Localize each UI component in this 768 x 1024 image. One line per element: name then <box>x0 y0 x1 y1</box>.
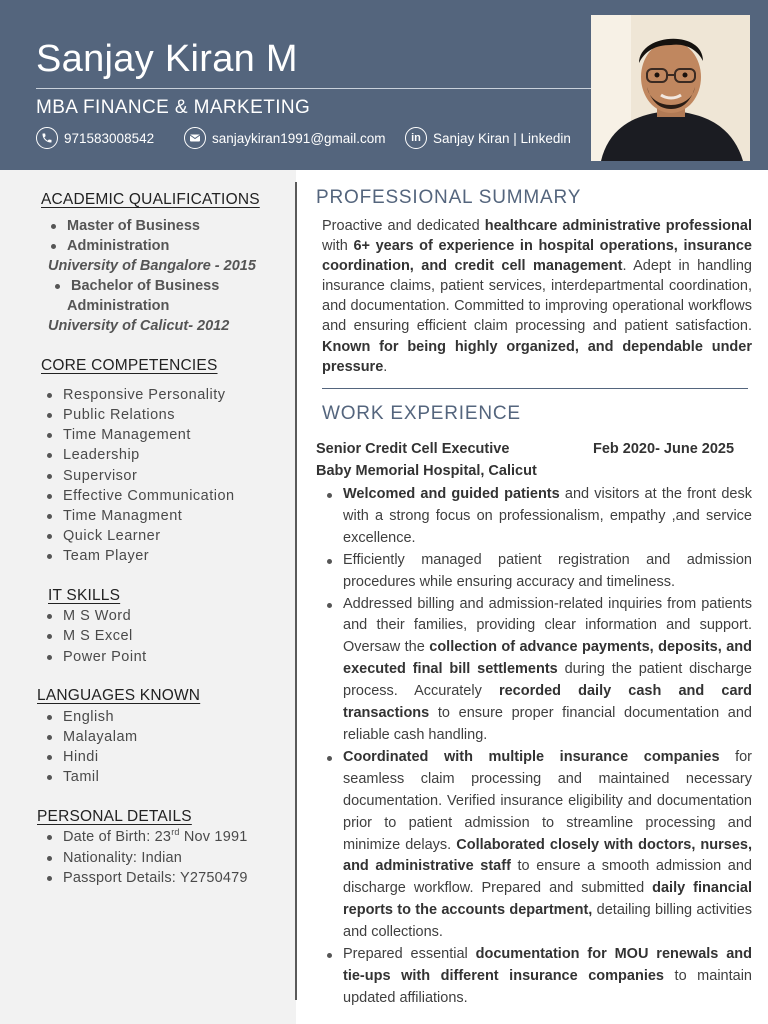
contact-email[interactable] <box>184 127 386 149</box>
profile-photo <box>591 15 750 161</box>
job-dates: Feb 2020- June 2025 <box>593 441 735 457</box>
language-item: Malayalam <box>63 729 138 745</box>
it-skill-item: M S Excel <box>63 628 133 644</box>
experience-heading: WORK EXPERIENCE <box>322 403 521 424</box>
degree-line-cont: Administration <box>67 238 170 254</box>
section-divider <box>322 388 748 389</box>
summary-highlight: Known for being highly organized, and dependable under pressure <box>322 338 752 375</box>
duty-highlight: Collaborated closely with doctors, nurses, and administrative staff <box>343 836 753 875</box>
duty-highlight: collection of advance payments, deposits, and executed final bill settlements <box>343 639 752 678</box>
it-skill-item: Power Point <box>63 649 147 665</box>
linkedin-icon: in <box>405 127 427 149</box>
duty-item <box>343 944 752 1010</box>
personal-heading: PERSONAL DETAILS <box>37 808 192 825</box>
dob-ordinal: rd <box>171 827 180 838</box>
language-item: Tamil <box>63 769 100 785</box>
degree-line-cont: Administration <box>67 298 170 314</box>
duty-text: detailing billing activities and collections. <box>343 902 753 941</box>
portrait-illustration <box>591 15 750 161</box>
contact-phone[interactable] <box>36 127 154 149</box>
degree-line: Bachelor of Business <box>71 278 220 294</box>
summary-highlight: 6+ years of experience in hospital operations, insurance coordination, and credit cell management <box>322 238 752 275</box>
contact-linkedin[interactable] <box>405 127 571 149</box>
languages-heading: LANGUAGES KNOWN <box>37 687 201 704</box>
university-name: University of Bangalore - 2015 <box>48 258 256 274</box>
duty-text: to maintain updated affiliations. <box>343 967 752 1006</box>
dob-text: Date of Birth: 23 <box>63 829 172 845</box>
job-duties-list <box>343 484 752 1010</box>
duty-text: and visitors at the front desk with a strong focus on professionalism, empathy ,and service excellence. <box>343 486 753 546</box>
summary-highlight: healthcare administrative professional <box>484 218 752 234</box>
header-divider <box>36 88 591 89</box>
duty-item <box>343 747 752 944</box>
duty-highlight: Coordinated with multiple insurance companies <box>343 748 720 765</box>
summary-text: with <box>322 238 354 255</box>
date-of-birth <box>63 827 248 847</box>
duty-highlight: recorded daily cash and card transactions <box>343 683 753 722</box>
passport-details: Passport Details: Y2750479 <box>63 870 248 886</box>
it-skill-item: M S Word <box>63 608 132 624</box>
competency-item: Quick Learner <box>63 528 161 544</box>
job-title: Senior Credit Cell Executive <box>316 441 510 457</box>
duty-text: during the patient discharge process. Accurately <box>343 661 752 700</box>
competency-item: Supervisor <box>63 468 138 484</box>
duty-text: Prepared essential <box>343 946 476 963</box>
duty-text: to ensure a smooth admission and discharge workflow. Prepared and submitted <box>343 858 753 897</box>
linkedin-link[interactable]: Sanjay Kiran | Linkedin <box>433 130 571 146</box>
language-item: Hindi <box>63 749 99 765</box>
duty-text: for seamless claim processing and maintained necessary documentation. Verified insurance eligibility and documentation prior to patient admission to streamline processing and minimize delays. <box>343 748 753 853</box>
duty-item <box>343 484 752 550</box>
job-organization: Baby Memorial Hospital, Calicut <box>316 463 537 479</box>
duty-item <box>343 594 752 747</box>
summary-text: . Adept in handling insurance claims, patient services, interdepartmental coordination, and documentation. Committed to improving operational workflows and ensuring efficient claim processing and patient satisfaction. <box>322 258 752 335</box>
competency-item: Time Management <box>63 427 191 443</box>
duty-item <box>343 550 752 594</box>
competency-item: Public Relations <box>63 407 175 423</box>
phone-number: 971583008542 <box>64 130 155 146</box>
candidate-name: Sanjay Kiran M <box>36 38 298 80</box>
duty-text: Addressed billing and admission-related inquiries from patients and their families, providing clear information and support. Oversaw the <box>343 595 752 656</box>
university-name: University of Calicut- 2012 <box>48 318 230 334</box>
duty-highlight: daily financial reports to the accounts department, <box>343 880 752 919</box>
mail-icon <box>184 127 206 149</box>
email-address: sanjaykiran1991@gmail.com <box>212 130 386 146</box>
academic-heading: ACADEMIC QUALIFICATIONS <box>41 191 260 208</box>
summary-text: Proactive and dedicated <box>322 218 485 234</box>
summary-heading: PROFESSIONAL SUMMARY <box>316 187 582 208</box>
duty-text: to ensure proper financial documentation and reliable cash handling. <box>343 705 752 743</box>
professional-summary <box>322 216 752 377</box>
duty-highlight: Welcomed and guided patients <box>343 486 560 502</box>
competency-item: Effective Communication <box>63 488 235 504</box>
it-skills-heading: IT SKILLS <box>48 587 121 604</box>
candidate-degree: MBA FINANCE & MARKETING <box>36 97 311 118</box>
competency-item: Time Managment <box>63 508 183 524</box>
column-divider <box>295 182 297 1000</box>
duty-highlight: documentation for MOU renewals and tie-ups with different insurance companies <box>343 946 753 984</box>
nationality: Nationality: Indian <box>63 850 183 866</box>
phone-icon <box>36 127 58 149</box>
competency-item: Team Player <box>63 548 150 564</box>
competency-item: Leadership <box>63 447 140 463</box>
duty-text: Efficiently managed patient registration and admission procedures while ensuring accuracy and timeliness. <box>343 551 752 590</box>
summary-text: . <box>383 358 388 375</box>
competencies-heading: CORE COMPETENCIES <box>41 357 218 374</box>
dob-rest: Nov 1991 <box>179 829 248 845</box>
language-item: English <box>63 709 115 725</box>
competency-item: Responsive Personality <box>63 387 226 403</box>
degree-line: Master of Business <box>67 218 200 234</box>
